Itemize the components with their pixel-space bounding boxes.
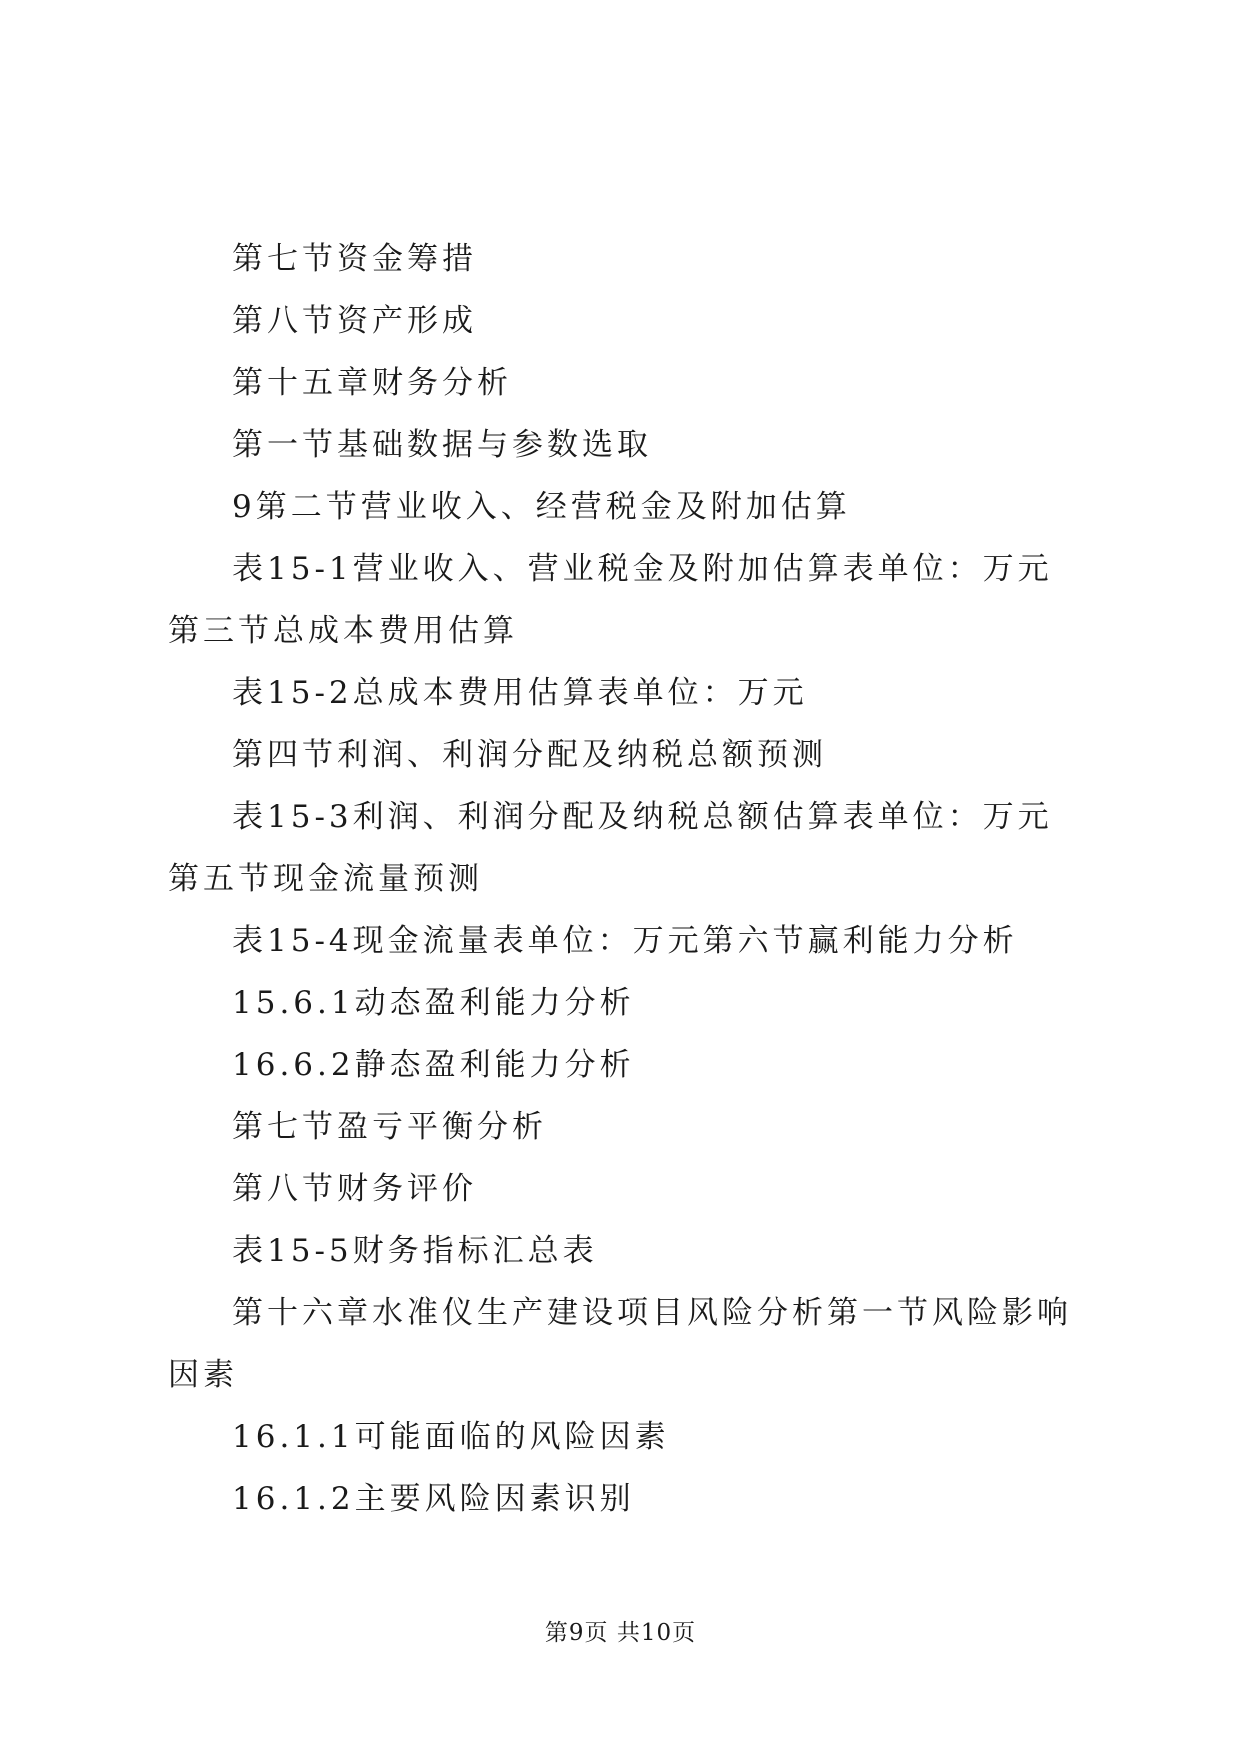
chapter-heading: 第十六章水准仪生产建设项目风险分析第一节风险影响因素	[168, 1295, 1072, 1393]
paragraph: 9第二节营业收入、经营税金及附加估算	[232, 489, 851, 525]
paragraph: 第八节资产形成	[232, 303, 477, 339]
paragraph: 表15-1营业收入、营业税金及附加估算表单位：万元第三节总成本费用估算	[168, 551, 1053, 649]
chapter-heading: 第十五章财务分析	[232, 365, 512, 401]
paragraph: 表15-2总成本费用估算表单位：万元	[232, 675, 808, 711]
paragraph: 第七节盈亏平衡分析	[232, 1109, 547, 1145]
paragraph: 表15-4现金流量表单位：万元第六节赢利能力分析	[232, 923, 1018, 959]
paragraph: 表15-5财务指标汇总表	[232, 1233, 598, 1269]
paragraph: 16.6.2静态盈利能力分析	[232, 1047, 635, 1083]
document-body	[168, 228, 1083, 1530]
paragraph: 第一节基础数据与参数选取	[232, 427, 652, 463]
paragraph: 15.6.1动态盈利能力分析	[232, 985, 635, 1021]
paragraph: 16.1.2主要风险因素识别	[232, 1481, 635, 1517]
paragraph: 第七节资金筹措	[232, 241, 477, 277]
paragraph: 第八节财务评价	[232, 1171, 477, 1207]
paragraph: 16.1.1可能面临的风险因素	[232, 1419, 670, 1455]
paragraph: 表15-3利润、利润分配及纳税总额估算表单位：万元第五节现金流量预测	[168, 799, 1053, 897]
paragraph: 第四节利润、利润分配及纳税总额预测	[232, 737, 827, 773]
page-footer: 第9页 共10页	[544, 1620, 697, 1646]
